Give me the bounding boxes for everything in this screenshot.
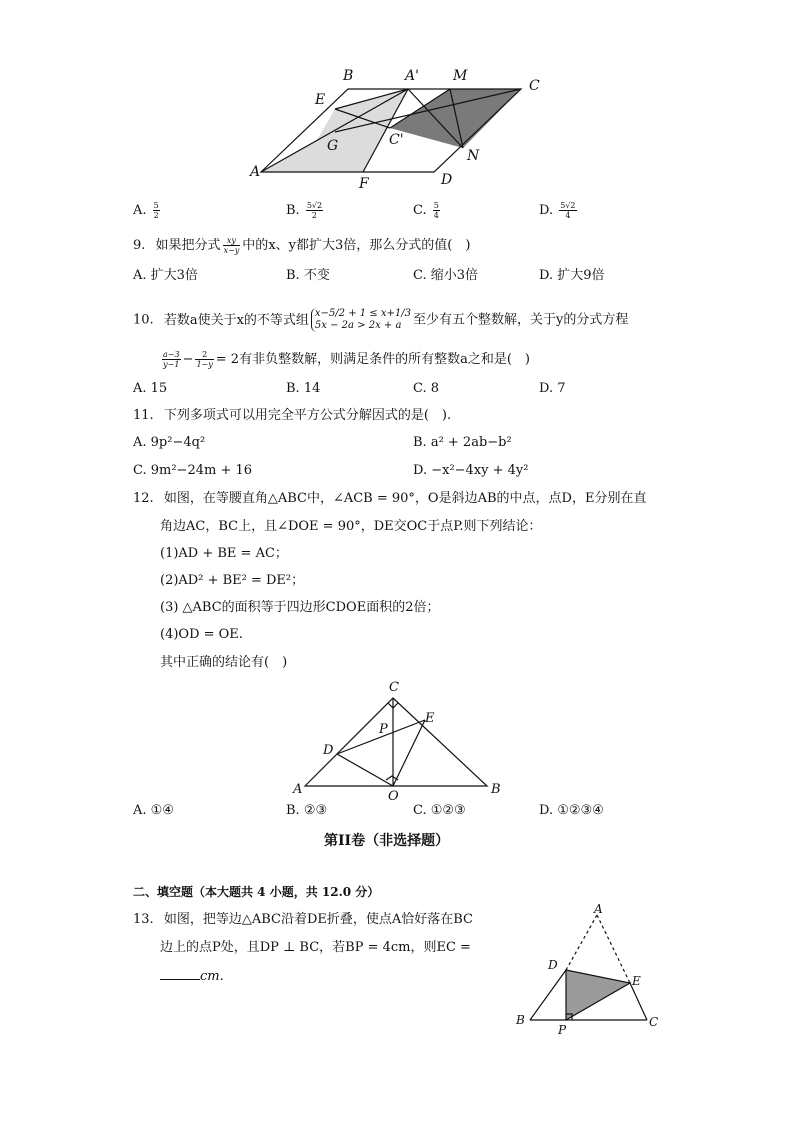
q12-conclusion-1: (1)AD + BE = AC；: [160, 546, 288, 561]
q12-option-a[interactable]: A. ①④: [133, 803, 174, 818]
fraction: $\frac{5√2}{4}$: [560, 201, 576, 220]
fig1-label-g: G: [327, 138, 339, 154]
side-ab-lower: [530, 970, 566, 1020]
fig2-label-a: A: [293, 782, 303, 797]
q11-option-d[interactable]: D. −x²−4xy + 4y²: [413, 463, 529, 478]
q12-stem-line1: [133, 490, 646, 508]
q13-unit: cm.: [200, 969, 224, 984]
q9-text-c: x、y都扩大3倍，那么分式的值( ): [268, 238, 471, 253]
q11-number: 11.: [133, 408, 154, 423]
q12-conclusion-3: (3) △ABC的面积等于四边形CDOE面积的2倍；: [160, 600, 440, 615]
q12-option-d[interactable]: D. ①②③④: [539, 803, 604, 818]
q9-text-b: 中的: [242, 238, 269, 253]
q12-number: 12.: [133, 491, 154, 506]
q13-stem-line3: [160, 967, 224, 986]
q9-option-d[interactable]: D. 扩大9倍: [539, 268, 605, 283]
q10-frac-a: $\frac{a-3}{y-1}$: [163, 350, 180, 369]
fig1-label-d: D: [441, 172, 453, 188]
fig2-label-c: C: [389, 680, 399, 695]
q10-option-d[interactable]: D. 7: [539, 381, 566, 396]
q10-frac-b: $\frac{2}{1-y}$: [196, 350, 213, 369]
q9-option-a[interactable]: A. 扩大3倍: [133, 268, 198, 283]
q11-option-c[interactable]: C. 9m²−24m + 16: [133, 463, 253, 478]
fig2-label-o: O: [388, 789, 399, 801]
part2-title: 第II卷（非选择题）: [324, 833, 450, 849]
right-angle-o: [386, 776, 398, 780]
q12-conclusion-4: (4)OD = OE.: [160, 627, 243, 642]
q10-number: 10.: [133, 312, 154, 328]
side-ae-dashed: [597, 915, 630, 983]
q12-text-line1: 如图，在等腰直角△ABC中，∠ACB = 90°，O是斜边AB的中点，点D，E分别在直: [163, 491, 647, 506]
q13-number: 13.: [133, 912, 154, 927]
option-letter: B.: [286, 203, 300, 218]
fig1-label-c: C: [529, 78, 540, 94]
q10-option-c[interactable]: C. 8: [413, 381, 440, 396]
q8-option-c[interactable]: [413, 201, 442, 220]
section2-title: 二、填空题（本大题共 4 小题，共 12.0 分）: [133, 885, 380, 899]
q10-stem-line1: [133, 308, 628, 332]
fraction: $\frac{5}{2}$: [153, 201, 159, 220]
q10-option-a[interactable]: A. 15: [133, 381, 168, 396]
q10-inequality-system: x−5/2 + 1 ≤ x+1/3 5x − 2a > 2x + a: [311, 308, 411, 332]
fig2-label-e: E: [425, 711, 435, 726]
option-letter: C.: [413, 203, 427, 218]
fig2-label-b: B: [491, 782, 501, 797]
q9-number: 9.: [133, 238, 146, 253]
fig3-label-a: A: [594, 903, 603, 916]
q11-text: 下列多项式可以用完全平方公式分解因式的是( ).: [163, 408, 452, 423]
option-letter: D.: [539, 203, 554, 218]
q9-option-b[interactable]: B. 不变: [286, 268, 330, 283]
fig1-label-a1: A': [405, 68, 419, 84]
q12-stem-line3: 其中正确的结论有( ): [160, 655, 288, 670]
fig1-label-c1: C': [389, 132, 404, 148]
q11-option-a[interactable]: A. 9p²−4q²: [133, 435, 206, 450]
fig3-label-p: P: [558, 1023, 567, 1037]
q11-option-b[interactable]: B. a² + 2ab−b²: [413, 435, 512, 450]
q13-stem-line2: 边上的点P处，且DP ⊥ BC，若BP = 4cm，则EC =: [160, 940, 471, 955]
q10-option-b[interactable]: B. 14: [286, 381, 321, 396]
q12-stem-line2: 角边AC，BC上，且∠DOE = 90°，DE交OC于点P.则下列结论：: [160, 519, 542, 534]
q13-text-line1: 如图，把等边△ABC沿着DE折叠，使点A恰好落在BC: [163, 912, 473, 927]
fig2-label-p: P: [379, 722, 388, 737]
q13-stem-line1: [133, 911, 473, 929]
fig1-label-a: A: [250, 164, 261, 180]
figure-isosceles-right-triangle: [285, 676, 510, 801]
q10-stem-line2: $\frac{a-3}{y-1}$ − $\frac{2}{1-y}$ = 2有非负整数解，则满足条件的所有整数a之和是( ): [163, 350, 530, 369]
fraction: $\frac{5√2}{2}$: [306, 201, 323, 220]
segment-do: [337, 754, 393, 786]
q10-text-b: 至少有五个整数解，关于y的分式方程: [412, 312, 629, 328]
fig1-label-e: E: [315, 92, 326, 108]
side-ac-lower: [630, 983, 647, 1020]
fraction: $\frac{5}{4}$: [433, 201, 439, 220]
fig1-label-b: B: [343, 68, 354, 84]
q11-stem: [133, 407, 451, 425]
q9-stem: [133, 236, 470, 255]
triangle-abc: [305, 698, 487, 786]
q8-option-a[interactable]: [133, 201, 162, 220]
q12-option-b[interactable]: B. ②③: [286, 803, 328, 818]
fig3-label-e: E: [632, 974, 641, 988]
q10-eq-rest: = 2有非负整数解，则满足条件的所有整数a之和是( ): [215, 352, 530, 367]
answer-blank[interactable]: [160, 967, 200, 980]
q9-text-a: 如果把分式: [155, 238, 221, 253]
fig1-label-f: F: [359, 176, 369, 192]
option-letter: A.: [133, 203, 147, 218]
q10-text-a: 若数a使关于x的不等式组: [163, 312, 309, 328]
fig3-label-b: B: [516, 1013, 525, 1027]
q9-fraction: $\frac{xy}{x-y}$: [223, 236, 240, 255]
fig1-label-m: M: [453, 68, 468, 84]
fig1-label-n: N: [467, 148, 480, 164]
fig3-label-d: D: [548, 958, 558, 972]
q9-option-c[interactable]: C. 缩小3倍: [413, 268, 479, 283]
q12-conclusion-2: (2)AD² + BE² = DE²；: [160, 573, 305, 588]
q12-option-c[interactable]: C. ①②③: [413, 803, 466, 818]
figure-equilateral-fold: [508, 903, 668, 1041]
figure-parallelogram: [245, 62, 555, 192]
q8-option-b[interactable]: [286, 201, 325, 220]
fig3-label-c: C: [649, 1015, 659, 1029]
side-ad-dashed: [566, 915, 597, 970]
shaded-triangle-dpe: [566, 970, 630, 1020]
fig2-label-d: D: [323, 743, 334, 758]
q8-option-d[interactable]: [539, 201, 579, 220]
